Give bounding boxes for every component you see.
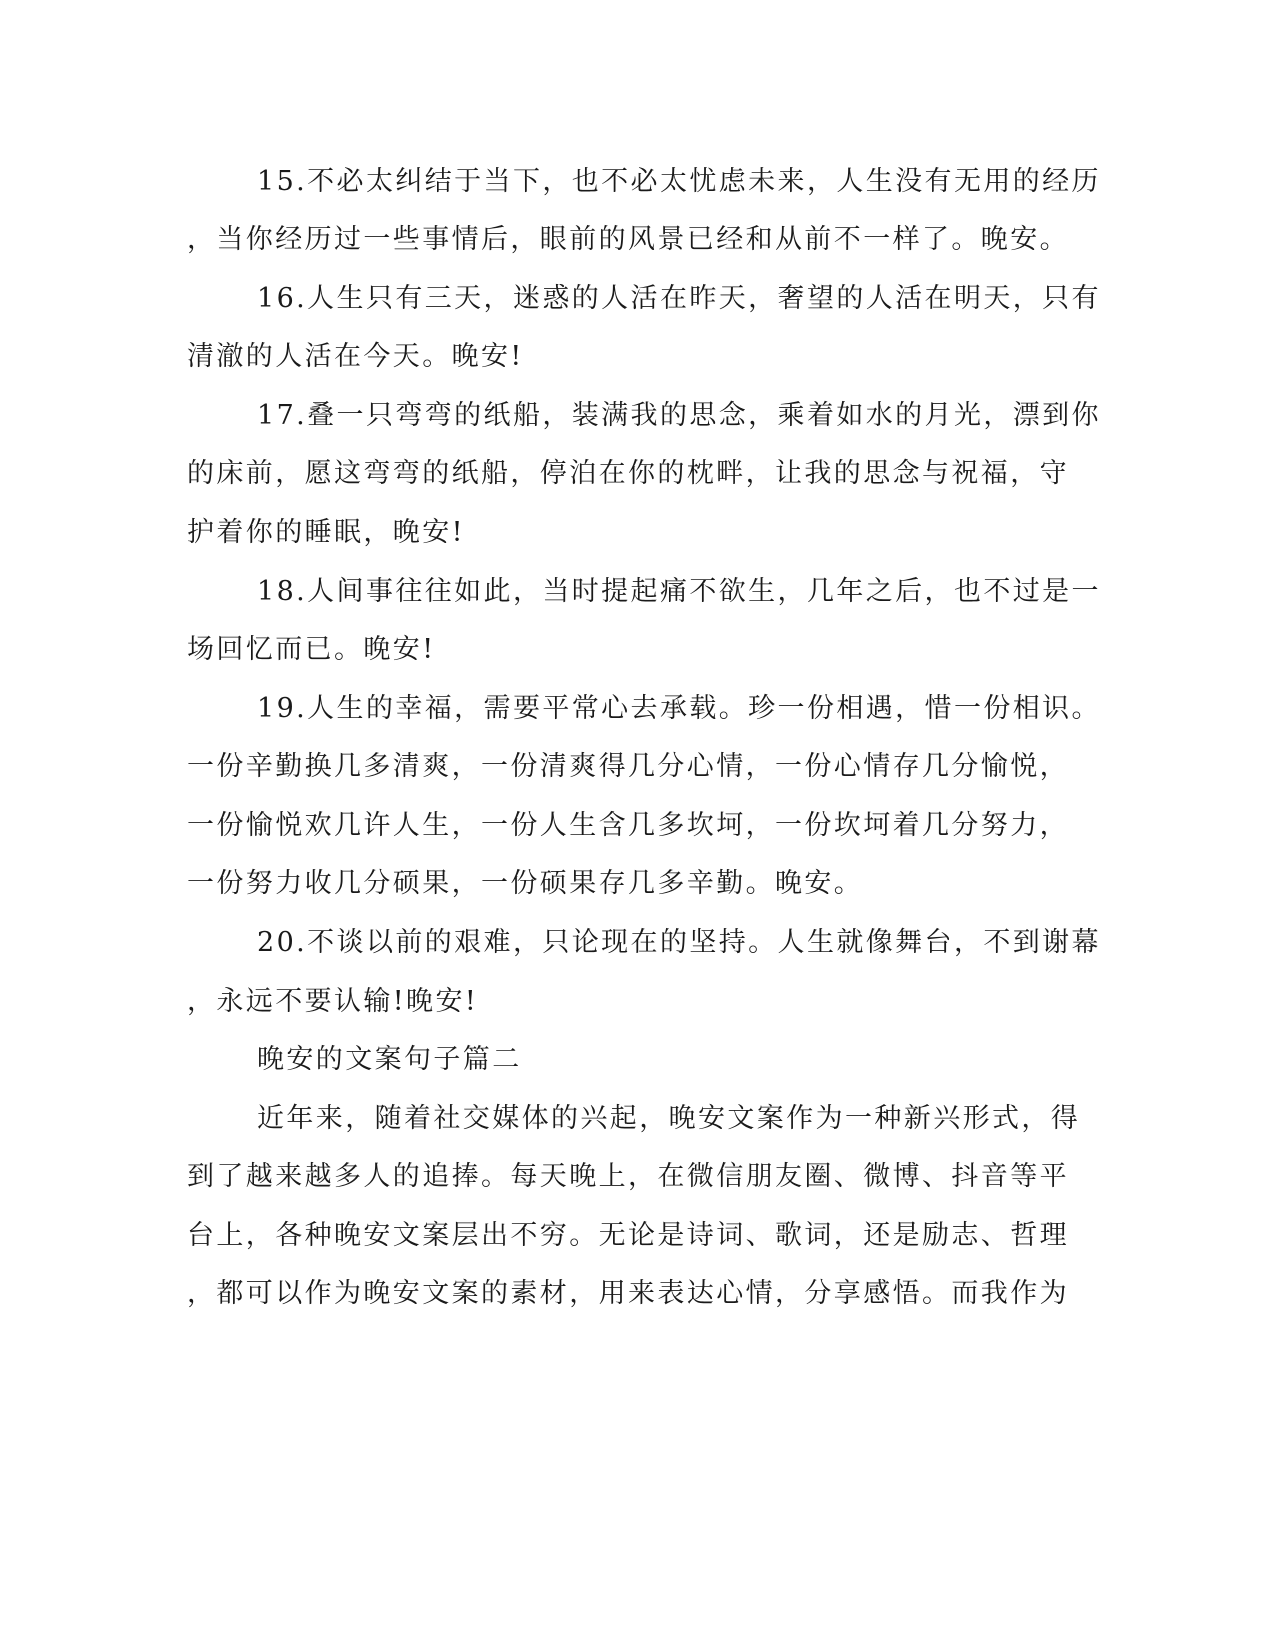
item-17-line-3: 护着你的睡眠，晚安! <box>187 517 465 548</box>
paragraph-line-1: 近年来，随着社交媒体的兴起，晚安文案作为一种新兴形式，得 <box>257 1103 1081 1134</box>
item-17-line-1: 17.叠一只弯弯的纸船，装满我的思念，乘着如水的月光，漂到你 <box>257 400 1101 431</box>
item-19-line-2: 一份辛勤换几多清爽，一份清爽得几分心情，一份心情存几分愉悦， <box>187 751 1069 782</box>
item-20-line-2: ，永远不要认输!晚安! <box>187 986 479 1017</box>
item-19-line-3: 一份愉悦欢几许人生，一份人生含几多坎坷，一份坎坷着几分努力， <box>187 810 1069 841</box>
item-19-line-1: 19.人生的幸福，需要平常心去承载。珍一份相遇，惜一份相识。 <box>257 693 1101 724</box>
item-18-line-2: 场回忆而已。晚安! <box>187 634 436 665</box>
item-18-line-1: 18.人间事往往如此，当时提起痛不欲生，几年之后，也不过是一 <box>257 576 1101 607</box>
item-17-line-2: 的床前，愿这弯弯的纸船，停泊在你的枕畔，让我的思念与祝福，守 <box>187 458 1069 489</box>
item-20-line-1: 20.不谈以前的艰难，只论现在的坚持。人生就像舞台，不到谢幕 <box>257 927 1101 958</box>
item-15-line-1: 15.不必太纠结于当下，也不必太忧虑未来，人生没有无用的经历 <box>257 166 1101 197</box>
item-15-line-2: ，当你经历过一些事情后，眼前的风景已经和从前不一样了。晚安。 <box>187 224 1069 255</box>
item-19-line-4: 一份努力收几分硕果，一份硕果存几多辛勤。晚安。 <box>187 868 864 899</box>
item-16-line-1: 16.人生只有三天，迷惑的人活在昨天，奢望的人活在明天，只有 <box>257 283 1101 314</box>
paragraph-line-2: 到了越来越多人的追捧。每天晚上，在微信朋友圈、微博、抖音等平 <box>187 1161 1069 1192</box>
item-16-line-2: 清澈的人活在今天。晚安! <box>187 341 524 372</box>
paragraph-line-3: 台上，各种晚安文案层出不穷。无论是诗词、歌词，还是励志、哲理 <box>187 1220 1069 1251</box>
paragraph-line-4: ，都可以作为晚安文案的素材，用来表达心情，分享感悟。而我作为 <box>187 1278 1069 1309</box>
section-heading: 晚安的文案句子篇二 <box>257 1044 522 1075</box>
